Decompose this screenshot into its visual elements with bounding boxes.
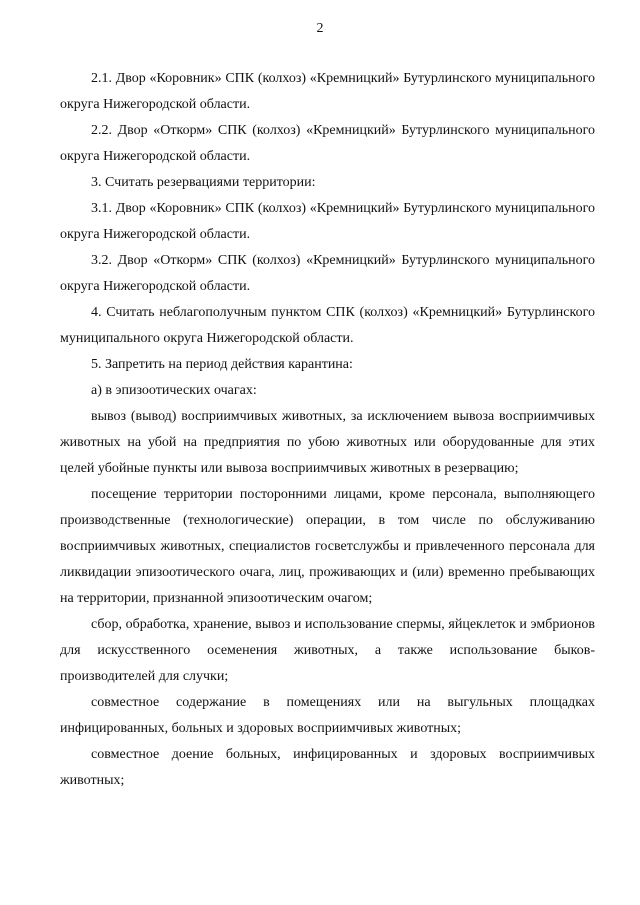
paragraph-export-animals: вывоз (вывод) восприимчивых животных, за исключением вывоза восприимчивых животных на убой на предприятия по убою животных или оборудованные для этих целей убойные пункты или вывоза восприимчивых животных в резервацию; (60, 409, 595, 476)
paragraph-3-2: 3.2. Двор «Откорм» СПК (колхоз) «Кремницкий» Бутурлинского муниципального округа Нижегородской области. (60, 253, 595, 294)
paragraph-2-1: 2.1. Двор «Коровник» СПК (колхоз) «Кремницкий» Бутурлинского муниципального округа Нижегородской области. (60, 71, 595, 112)
paragraph-visit-territory: посещение территории посторонними лицами, кроме персонала, выполняющего производственные (технологические) операции, в том числе по обслуживанию восприимчивых животных, специалистов госветслужбы и привлеченного персонала для ликвидации эпизоотического очага, лиц, проживающих и (или) временно пребывающих на территории, признанной эпизоотическим очагом; (60, 487, 595, 606)
paragraph-4: 4. Считать неблагополучным пунктом СПК (колхоз) «Кремницкий» Бутурлинского муниципального округа Нижегородской области. (60, 305, 595, 346)
paragraph-5a: а) в эпизоотических очагах: (91, 383, 257, 398)
document-body (60, 66, 595, 794)
paragraph-5: 5. Запретить на период действия карантина: (91, 357, 353, 372)
paragraph-2-2: 2.2. Двор «Откорм» СПК (колхоз) «Кремницкий» Бутурлинского муниципального округа Нижегородской области. (60, 123, 595, 164)
page-number: 2 (316, 21, 324, 36)
paragraph-sperm-collection: сбор, обработка, хранение, вывоз и использование спермы, яйцеклеток и эмбрионов для искусственного осеменения животных, а также использование быков-производителей для случки; (60, 617, 595, 684)
paragraph-joint-milking: совместное доение больных, инфицированных и здоровых восприимчивых животных; (60, 747, 595, 788)
paragraph-3: 3. Считать резервациями территории: (91, 175, 316, 190)
paragraph-joint-keeping: совместное содержание в помещениях или на выгульных площадках инфицированных, больных и здоровых восприимчивых животных; (60, 695, 595, 736)
paragraph-3-1: 3.1. Двор «Коровник» СПК (колхоз) «Кремницкий» Бутурлинского муниципального округа Нижегородской области. (60, 201, 595, 242)
